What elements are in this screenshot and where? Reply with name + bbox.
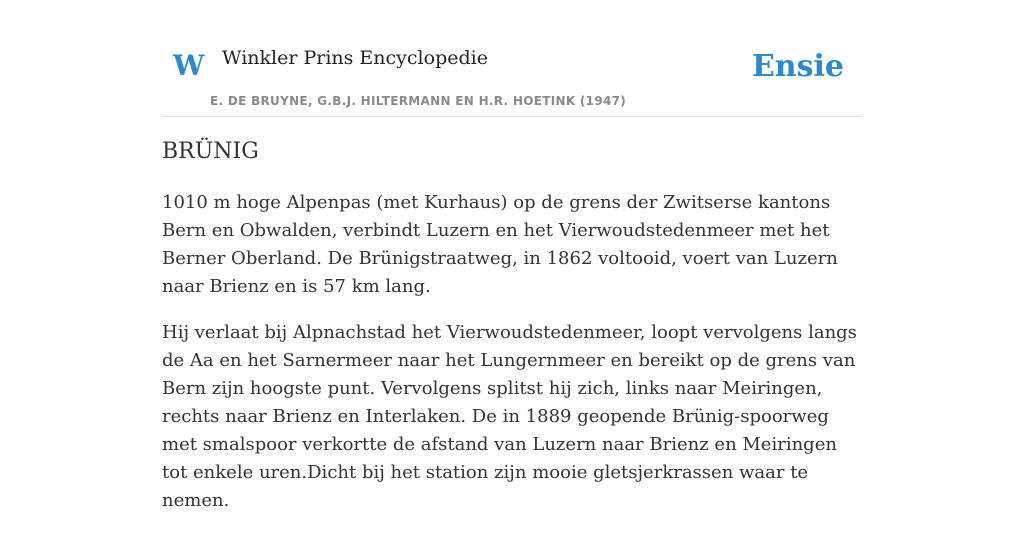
book-authors: E. DE BRUYNE, G.B.J. HILTERMANN EN H.R. HOETINK (1947) [210, 94, 627, 108]
article-paragraph: Hij verlaat bij Alpnachstad het Vierwoudstedenmeer, loopt vervolgens langs de Aa en het Sarnermeer naar het Lungernmeer en bereikt op de grens van Bern zijn hoogste punt. Vervolgens splitst hij zich, links naar Meiringen, rechts naar Brienz en Interlaken. De in 1889 geopende Brünig-spoorweg met smalspoor verkortte de afstand van Luzern naar Brienz en Meiringen tot enkele uren.Dicht bij het station zijn mooie gletsjerkrassen waar te nemen. [162, 321, 857, 511]
article-title: BRÜNIG [162, 139, 259, 164]
brand-logo[interactable]: Ensie [751, 49, 844, 84]
book-logo[interactable]: W [173, 49, 205, 82]
article-paragraph: 1010 m hoge Alpenpas (met Kurhaus) op de grens der Zwitserse kantons Bern en Obwalden, verbindt Luzern en het Vierwoudstedenmeer met het Berner Oberland. De Brünigstraatweg, in 1862 voltooid, voert van Luzern naar Brienz en is 57 km lang. [162, 191, 838, 297]
book-title[interactable]: Winkler Prins Encyclopedie [222, 47, 488, 69]
page-header [162, 0, 862, 117]
article [162, 138, 862, 533]
